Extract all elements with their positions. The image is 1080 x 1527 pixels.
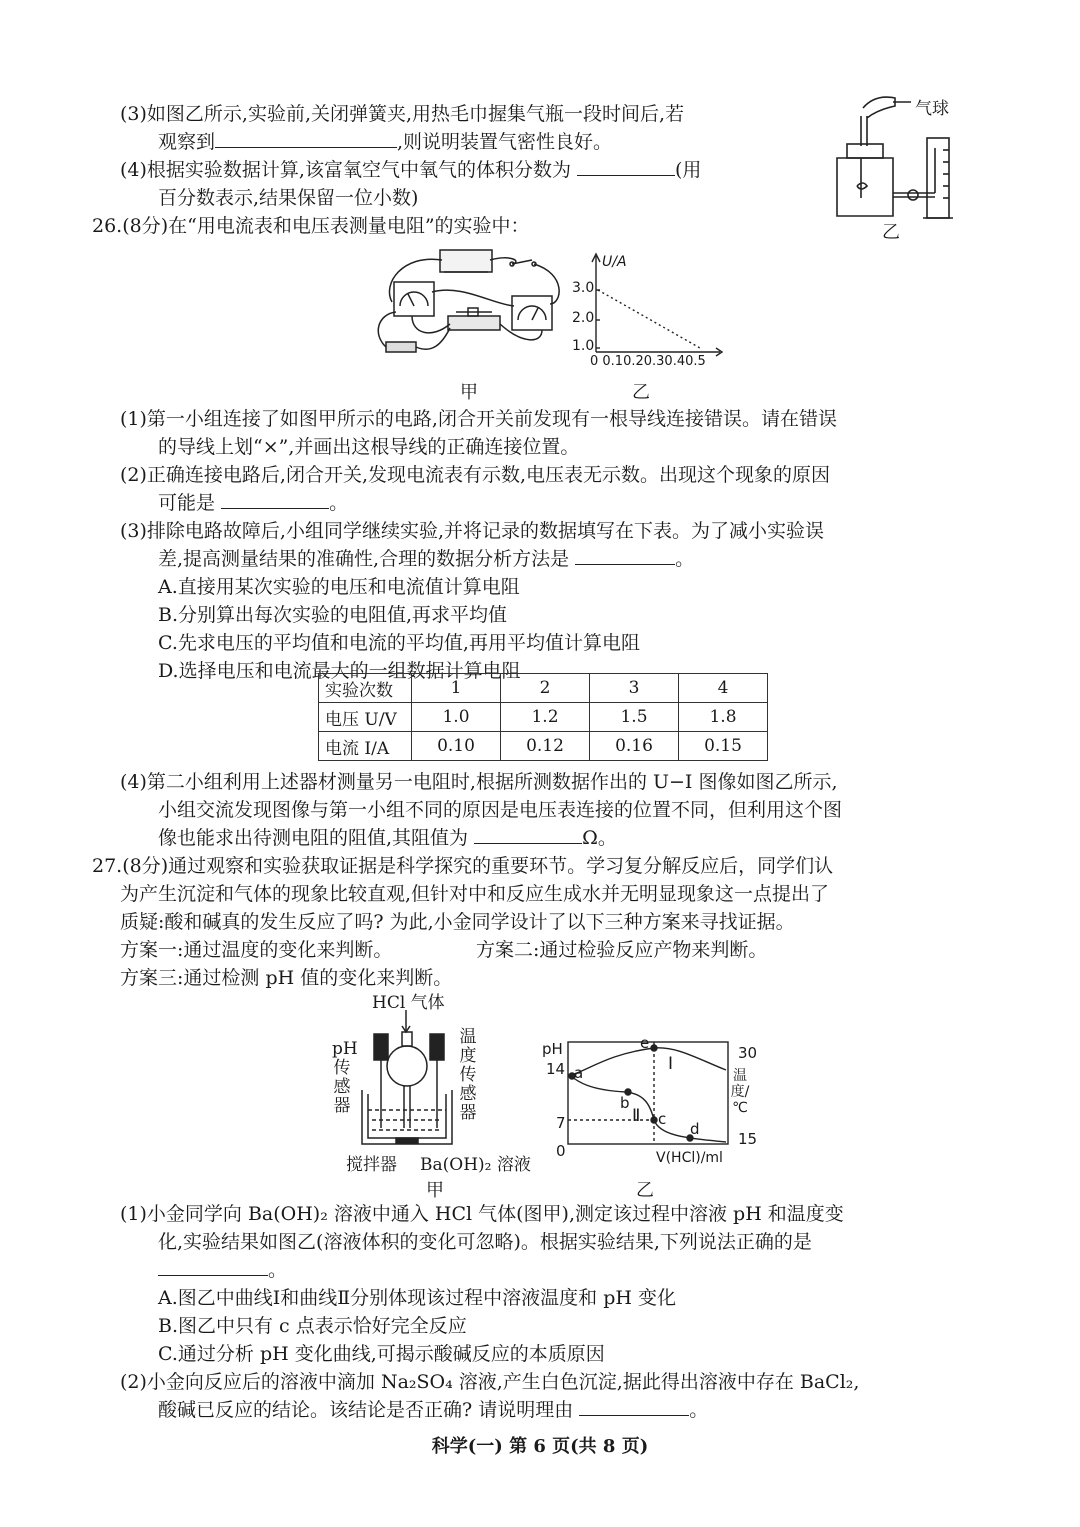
q25-p4-line1	[120, 156, 701, 184]
q26-p4-line2: 小组交流发现图像与第一小组不同的原因是电压表连接的位置不同，但利用这个图	[158, 799, 843, 821]
q26-p3-line1: (3)排除电路故障后,小组同学继续实验,并将记录的数据填写在下表。为了减小实验误	[120, 520, 824, 542]
table-row	[319, 703, 768, 732]
q25-p4-blank[interactable]	[577, 157, 675, 176]
q26-circuit-figure	[372, 244, 572, 364]
q27-plan-2: 方案二:通过检验反应产物来判断。	[476, 939, 768, 961]
q25-apparatus-figure	[815, 88, 975, 238]
q26-p4-line1: (4)第二小组利用上述器材测量另一电阻时,根据所测数据作出的 U−I 图像如图乙所示,	[120, 771, 838, 793]
q27-option-c: C.通过分析 pH 变化曲线,可揭示酸碱反应的本质原因	[158, 1343, 605, 1365]
q27-fig-yi-label: 乙	[636, 1180, 654, 1201]
table-cell: 1.0	[412, 703, 501, 732]
q26-p3-blank[interactable]	[575, 546, 675, 565]
graph-frame	[568, 1042, 728, 1144]
q26-p2-line2	[158, 489, 348, 517]
point-d: d	[690, 1120, 700, 1138]
q25-p3-line1: (3)如图乙所示,实验前,关闭弹簧夹,用热毛巾握集气瓶一段时间后,若	[120, 103, 685, 125]
q25-p4-line2: 百分数表示,结果保留一位小数)	[158, 187, 419, 209]
q25-p4-text: (4)根据实验数据计算,该富氧空气中氧气的体积分数为	[120, 159, 571, 181]
balloon-label: 气球	[915, 99, 949, 119]
curve-1	[568, 1048, 726, 1076]
q27-stem-line1: 27.(8分)通过观察和实验获取证据是科学探究的重要环节。学习复分解反应后，同学们认	[92, 855, 834, 877]
q27-p2-end: 。	[689, 1399, 709, 1421]
point-c: c	[658, 1110, 667, 1128]
point-a: a	[574, 1064, 584, 1082]
table-row	[319, 674, 768, 703]
q26-stem: 26.(8分)在“用电流表和电压表测量电阻”的实验中：	[92, 215, 530, 237]
q26-option-c: C.先求电压的平均值和电流的平均值,再用平均值计算电阻	[158, 632, 640, 654]
q27-fig-jia-label: 甲	[426, 1180, 444, 1201]
q25-p3-line2	[158, 128, 612, 156]
table-cell: 3	[590, 674, 679, 703]
curve-1-label: Ⅰ	[668, 1054, 674, 1074]
q25-p4-text2: (用	[675, 159, 702, 181]
curve-2-label: Ⅱ	[632, 1106, 641, 1126]
table-cell: 0.15	[679, 732, 768, 761]
q27-stem-line3: 质疑:酸和碱真的发生反应了吗? 为此,小金同学设计了以下三种方案来寻找证据。	[120, 911, 795, 933]
q27-plan-1: 方案一:通过温度的变化来判断。	[120, 939, 393, 961]
q25-p3-text: 观察到	[158, 131, 216, 153]
q27-option-a: A.图乙中曲线Ⅰ和曲线Ⅱ分别体现该过程中溶液温度和 pH 变化	[158, 1287, 676, 1309]
q25-p3-text2: ,则说明装置气密性良好。	[397, 131, 613, 153]
q26-p2-text: 可能是	[158, 492, 216, 514]
hcl-gas-label: HCl 气体	[372, 993, 445, 1013]
table-cell: 实验次数	[319, 674, 412, 703]
q26-data-table	[318, 673, 768, 761]
q27-p2-text: 酸碱已反应的结论。该结论是否正确? 请说明理由	[158, 1399, 574, 1421]
q26-fig-yi-label: 乙	[632, 382, 650, 403]
q27-p1-blank[interactable]	[158, 1257, 268, 1276]
point-e: e	[640, 1034, 650, 1052]
y-tick-1: 1.0	[572, 338, 595, 354]
q26-p3-end: 。	[675, 548, 695, 570]
q26-p4-end: Ω。	[582, 827, 617, 849]
table-cell: 1.5	[590, 703, 679, 732]
page-footer: 科学(一) 第 6 页(共 8 页)	[431, 1436, 649, 1457]
q27-apparatus-figure	[352, 1010, 462, 1150]
temp-15-label: 15	[738, 1130, 758, 1148]
q27-p2-line1: (2)小金向反应后的溶液中滴加 Na₂SO₄ 溶液,产生白色沉淀,据此得出溶液中存在 BaCl₂,	[120, 1371, 860, 1393]
table-cell: 1.8	[679, 703, 768, 732]
temp-sensor-label: 温度传感器	[459, 1027, 477, 1123]
ph-0-label: 0	[556, 1142, 566, 1160]
table-cell: 1.2	[501, 703, 590, 732]
x-axis-label: V(HCl)/ml	[656, 1150, 723, 1166]
y-tick-2: 2.0	[572, 310, 595, 326]
solution-label: Ba(OH)₂ 溶液	[420, 1155, 531, 1175]
q27-p1-line2: 化,实验结果如图乙(溶液体积的变化可忽略)。根据实验结果,下列说法正确的是	[158, 1231, 812, 1253]
ui-line	[598, 290, 700, 348]
q26-option-d: D.选择电压和电流最大的一组数据计算电阻	[158, 660, 521, 682]
q26-p1-line1: (1)第一小组连接了如图甲所示的电路,闭合开关前发现有一根导线连接错误。请在错误	[120, 408, 837, 430]
ph-sensor-label: pH传感器	[332, 1039, 358, 1116]
q26-p3-text: 差,提高测量结果的准确性,合理的数据分析方法是	[158, 548, 570, 570]
q26-p4-text: 像也能求出待测电阻的阻值,其阻值为	[158, 827, 469, 849]
q26-fig-jia-label: 甲	[460, 382, 478, 403]
table-cell: 电压 U/V	[319, 703, 412, 732]
ph-14-label: 14	[546, 1060, 566, 1078]
table-cell: 0.12	[501, 732, 590, 761]
q26-p4-line3	[158, 824, 617, 852]
table-cell: 0.10	[412, 732, 501, 761]
q27-p2-line2	[158, 1396, 708, 1424]
ph-7-label: 7	[556, 1114, 566, 1132]
point-b: b	[620, 1094, 630, 1112]
q26-p2-blank[interactable]	[221, 490, 329, 509]
q27-ph-temp-graph	[566, 1040, 736, 1152]
table-row	[319, 732, 768, 761]
q26-p2-end: 。	[329, 492, 349, 514]
q26-p3-line2	[158, 545, 694, 573]
ph-axis-label: pH	[542, 1040, 563, 1058]
q27-option-b: B.图乙中只有 c 点表示恰好完全反应	[158, 1315, 467, 1337]
table-cell: 2	[501, 674, 590, 703]
table-cell: 0.16	[590, 732, 679, 761]
q27-p2-blank[interactable]	[579, 1397, 689, 1416]
y-tick-3: 3.0	[572, 280, 595, 296]
x-ticks: 0 0.10.20.30.40.5	[590, 354, 706, 369]
q25-fig-label: 乙	[882, 222, 900, 243]
stirrer-label: 搅拌器	[346, 1155, 397, 1175]
q26-p2-line1: (2)正确连接电路后,闭合开关,发现电流表有示数,电压表无示数。出现这个现象的原因	[120, 464, 831, 486]
table-cell: 4	[679, 674, 768, 703]
graph-y-label: U/A	[602, 254, 627, 270]
q26-option-a: A.直接用某次实验的电压和电流值计算电阻	[158, 576, 520, 598]
temp-axis-label: 温度/℃	[730, 1068, 750, 1116]
temp-30-label: 30	[738, 1044, 758, 1062]
q27-stem-line2: 为产生沉淀和气体的现象比较直观,但针对中和反应生成水并无明显现象这一点提出了	[120, 883, 830, 905]
q27-p1-line3	[158, 1256, 287, 1284]
q26-option-b: B.分别算出每次实验的电阻值,再求平均值	[158, 604, 508, 626]
q26-p4-blank[interactable]	[474, 825, 582, 844]
table-cell: 1	[412, 674, 501, 703]
q25-p3-blank[interactable]	[215, 129, 397, 148]
q27-p1-end: 。	[268, 1259, 288, 1281]
q27-p1-line1: (1)小金同学向 Ba(OH)₂ 溶液中通入 HCl 气体(图甲),测定该过程中溶液 pH 和温度变	[120, 1203, 844, 1225]
q27-plan-3: 方案三:通过检测 pH 值的变化来判断。	[120, 967, 453, 989]
curve-2	[568, 1074, 726, 1142]
q26-p1-line2: 的导线上划“×”,并画出这根导线的正确连接位置。	[158, 436, 580, 458]
table-cell: 电流 I/A	[319, 732, 412, 761]
